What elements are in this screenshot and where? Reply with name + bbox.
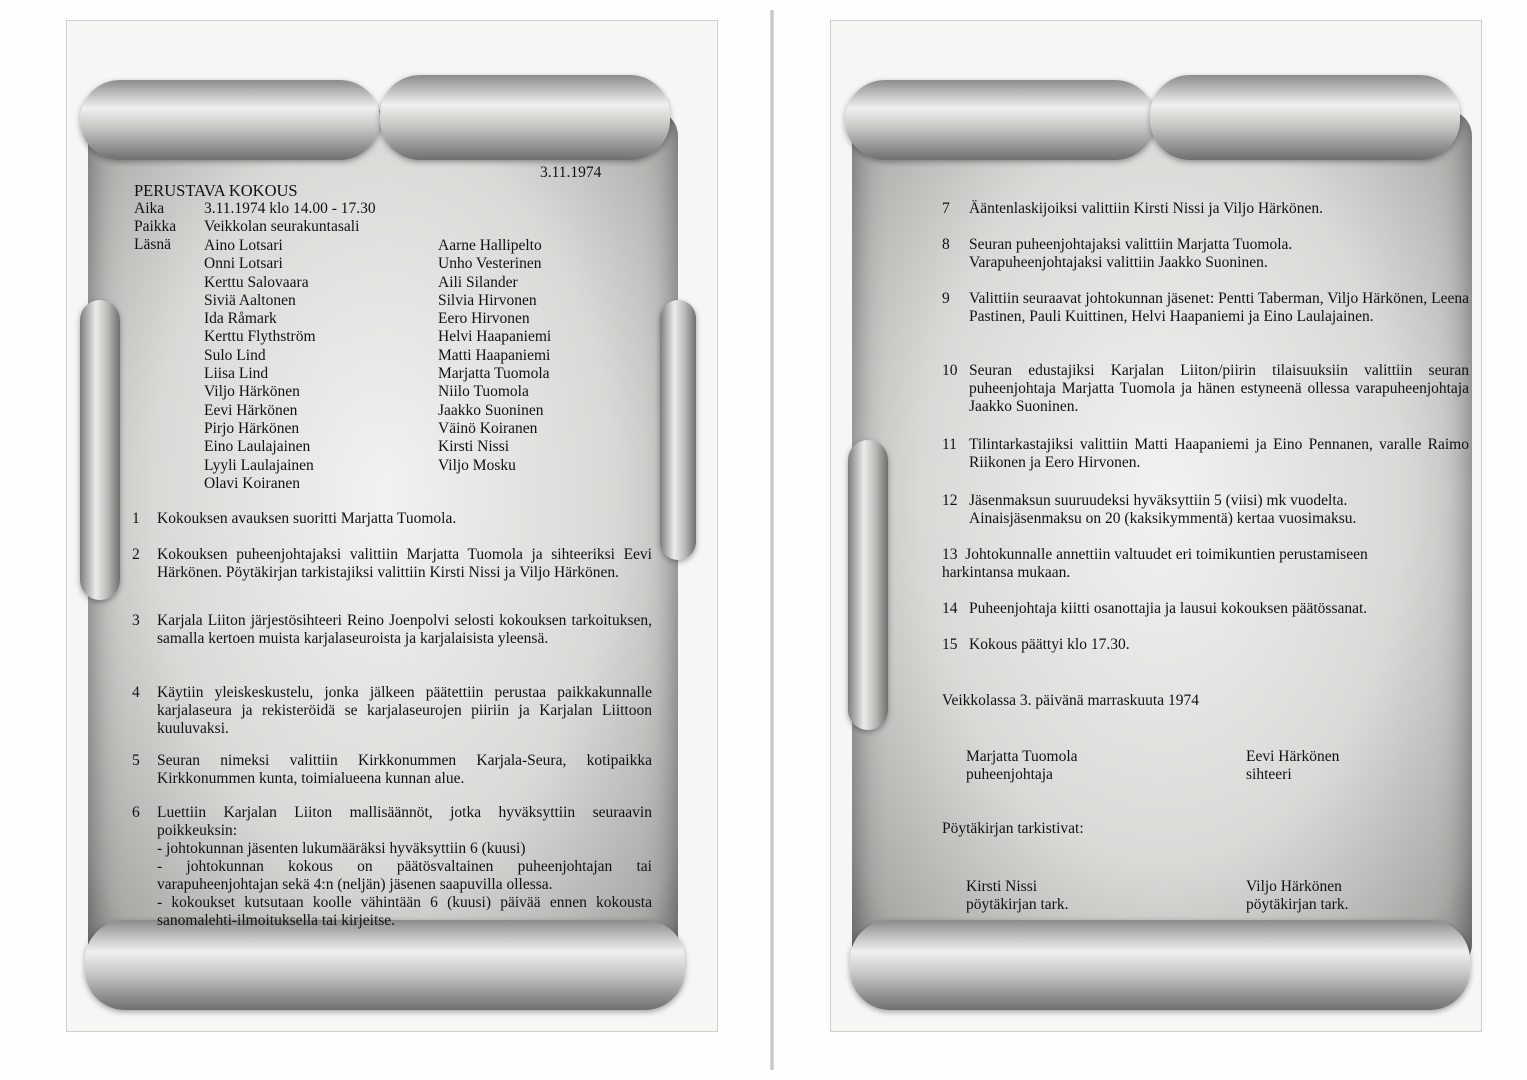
left-scroll-top-roll-2: [380, 75, 670, 160]
item-number: 13: [942, 546, 958, 563]
attendee: Kerttu Flythström: [204, 328, 316, 346]
item-text: Luettiin Karjalan Liiton mallisäännöt, jotka hyväksyttiin seuraavin poikkeuksin:: [157, 804, 652, 839]
exception-item: - johtokunnan kokous on päätösvaltainen puheenjohtajan tai varapuheenjohtajan sekä 4:n (neljän) jäsenen saapuvilla ollessa.: [157, 858, 652, 893]
item-text: Seuran nimeksi valittiin Kirkkonummen Karjala-Seura, kotipaikka Kirkkonummen kunta, toimialueena kunnan alue.: [157, 752, 652, 787]
attendee: Väinö Koiranen: [438, 419, 538, 437]
attendee: Sulo Lind: [204, 346, 266, 364]
item-number: 6: [132, 804, 140, 821]
attendee: Niilo Tuomola: [438, 383, 529, 401]
left-scroll-bottom-roll: [85, 920, 685, 1010]
attendee: Eevi Härkönen: [204, 401, 298, 419]
item-text: Karjala Liiton järjestösihteeri Reino Joenpolvi selosti kokouksen tarkoituksen, samalla kertoen muista karjalaseuroista ja karjalaisista yleensä.: [157, 612, 652, 647]
item-text: Kokous päättyi klo 17.30.: [969, 636, 1130, 653]
item-text: Kokouksen avauksen suoritti Marjatta Tuomola.: [157, 510, 457, 527]
item-text: Jäsenmaksun suuruudeksi hyväksyttiin 5 (viisi) mk vuodelta. Ainaisjäsenmaksu on 20 (kaksikymmentä) kertaa vuosimaksu.: [969, 492, 1357, 527]
attendees-col1: [204, 237, 316, 493]
item-number: 1: [132, 510, 140, 527]
item-number: 2: [132, 546, 140, 563]
attendees-col2: [438, 237, 551, 475]
item-text: Valittiin seuraavat johtokunnan jäsenet: Pentti Taberman, Viljo Härkönen, Leena Pastinen, Pauli Kuittinen, Helvi Haapaniemi ja Eino Laulajainen.: [969, 290, 1469, 325]
item-text: Kokouksen puheenjohtajaksi valittiin Marjatta Tuomola ja sihteeriksi Eevi Härkönen. Pöytäkirjan tarkistajiksi valittiin Kirsti Nissi ja Viljo Härkönen.: [157, 546, 652, 581]
attendee: Ida Råmark: [204, 310, 277, 328]
meta-label-aika: Aika: [134, 200, 165, 217]
attendee: Lyyli Laulajainen: [204, 456, 314, 474]
meta-value-aika: 3.11.1974 klo 14.00 - 17.30: [204, 200, 376, 217]
attendee: Siviä Aaltonen: [204, 291, 296, 309]
item-text-13: [942, 546, 1442, 582]
exceptions-list: [157, 840, 652, 930]
book-spine: [770, 10, 774, 1070]
attendee: Silvia Hirvonen: [438, 291, 537, 309]
item-text: Johtokunnalle annettiin valtuudet eri toimikuntien perustamiseen harkintansa mukaan.: [942, 546, 1368, 581]
right-scroll-bottom-roll: [850, 920, 1470, 1010]
checker-name-1: Kirsti Nissi: [966, 878, 1038, 895]
item-text: Seuran edustajiksi Karjalan Liiton/piirin tilaisuuksiin valittiin seuran puheenjohtaja Marjatta Tuomola ja hänen estyneenä ollessa varapuheenjohtaja Jaakko Suoninen.: [969, 362, 1469, 415]
attendee: Marjatta Tuomola: [438, 365, 550, 383]
signer-role-1: puheenjohtaja: [966, 766, 1053, 783]
page-title: PERUSTAVA KOKOUS: [134, 181, 298, 200]
signer-name-1: Marjatta Tuomola: [966, 748, 1078, 765]
attendee: Unho Vesterinen: [438, 255, 542, 273]
signer-name-2: Eevi Härkönen: [1246, 748, 1340, 765]
attendee: Viljo Härkönen: [204, 383, 300, 401]
item-number: 12: [942, 492, 958, 509]
left-scroll-top-roll: [80, 80, 380, 160]
exception-item: - kokoukset kutsutaan koolle vähintään 6 (kuusi) päivää ennen kokousta sanomalehti-ilmoituksella tai kirjeitse.: [157, 894, 652, 929]
attendee: Kirsti Nissi: [438, 438, 510, 456]
attendee: Liisa Lind: [204, 365, 269, 383]
meta-value-paikka: Veikkolan seurakuntasali: [204, 218, 360, 235]
attendee: Eero Hirvonen: [438, 310, 530, 328]
item-number: 7: [942, 200, 950, 217]
item-number: 10: [942, 362, 958, 379]
attendee: Aili Silander: [438, 273, 518, 291]
item-text: Käytiin yleiskeskustelu, jonka jälkeen päätettiin perustaa paikkakunnalle karjalaseura ja rekisteröidä se karjalaseurojen piiriin ja Karjalan Liittoon kuuluvaksi.: [157, 684, 652, 737]
checker-name-2: Viljo Härkönen: [1246, 878, 1342, 895]
meta-label-paikka: Paikka: [134, 218, 177, 235]
checker-role-2: pöytäkirjan tark.: [1246, 896, 1349, 913]
item-text: Seuran puheenjohtajaksi valittiin Marjatta Tuomola. Varapuheenjohtajaksi valittiin Jaakko Suoninen.: [969, 236, 1293, 271]
right-scroll-top-roll: [845, 80, 1155, 160]
checked-label: Pöytäkirjan tarkistivat:: [942, 820, 1084, 837]
left-scroll-side-roll: [80, 300, 120, 600]
attendee: Eino Laulajainen: [204, 438, 311, 456]
attendee: Pirjo Härkönen: [204, 419, 300, 437]
item-number: 15: [942, 636, 958, 653]
item-number: 5: [132, 752, 140, 769]
item-text: Ääntenlaskijoiksi valittiin Kirsti Nissi ja Viljo Härkönen.: [969, 200, 1323, 217]
attendee: Onni Lotsari: [204, 255, 283, 273]
attendee: Matti Haapaniemi: [438, 346, 551, 364]
attendee: Aarne Hallipelto: [438, 237, 542, 254]
item-number: 3: [132, 612, 140, 629]
attendee: Aino Lotsari: [204, 237, 283, 254]
signer-role-2: sihteeri: [1246, 766, 1292, 783]
item-number: 9: [942, 290, 950, 307]
item-text: Tilintarkastajiksi valittiin Matti Haapaniemi ja Eino Pennanen, varalle Raimo Riikonen ja Eero Hirvonen.: [969, 436, 1469, 471]
corner-date: 3.11.1974: [540, 164, 602, 181]
right-scroll-top-roll-2: [1150, 75, 1460, 160]
attendee: Helvi Haapaniemi: [438, 328, 552, 346]
attendee: Olavi Koiranen: [204, 474, 300, 492]
exception-item: - johtokunnan jäsenten lukumääräksi hyväksyttiin 6 (kuusi): [157, 840, 526, 857]
item-13: [942, 546, 1472, 582]
attendee: Jaakko Suoninen: [438, 401, 544, 419]
place-date: Veikkolassa 3. päivänä marraskuuta 1974: [942, 692, 1199, 709]
checker-role-1: pöytäkirjan tark.: [966, 896, 1069, 913]
attendee: Viljo Mosku: [438, 456, 516, 474]
item-text: Puheenjohtaja kiitti osanottajia ja lausui kokouksen päätössanat.: [969, 600, 1368, 617]
item-number: 14: [942, 600, 958, 617]
meta-label-lasna: Läsnä: [134, 236, 172, 253]
item-number: 8: [942, 236, 950, 253]
attendee: Kerttu Salovaara: [204, 273, 309, 291]
right-scroll-side-roll: [848, 440, 888, 730]
item-number: 11: [942, 436, 957, 453]
left-scroll-side-roll-right: [660, 300, 696, 560]
item-number: 4: [132, 684, 140, 701]
